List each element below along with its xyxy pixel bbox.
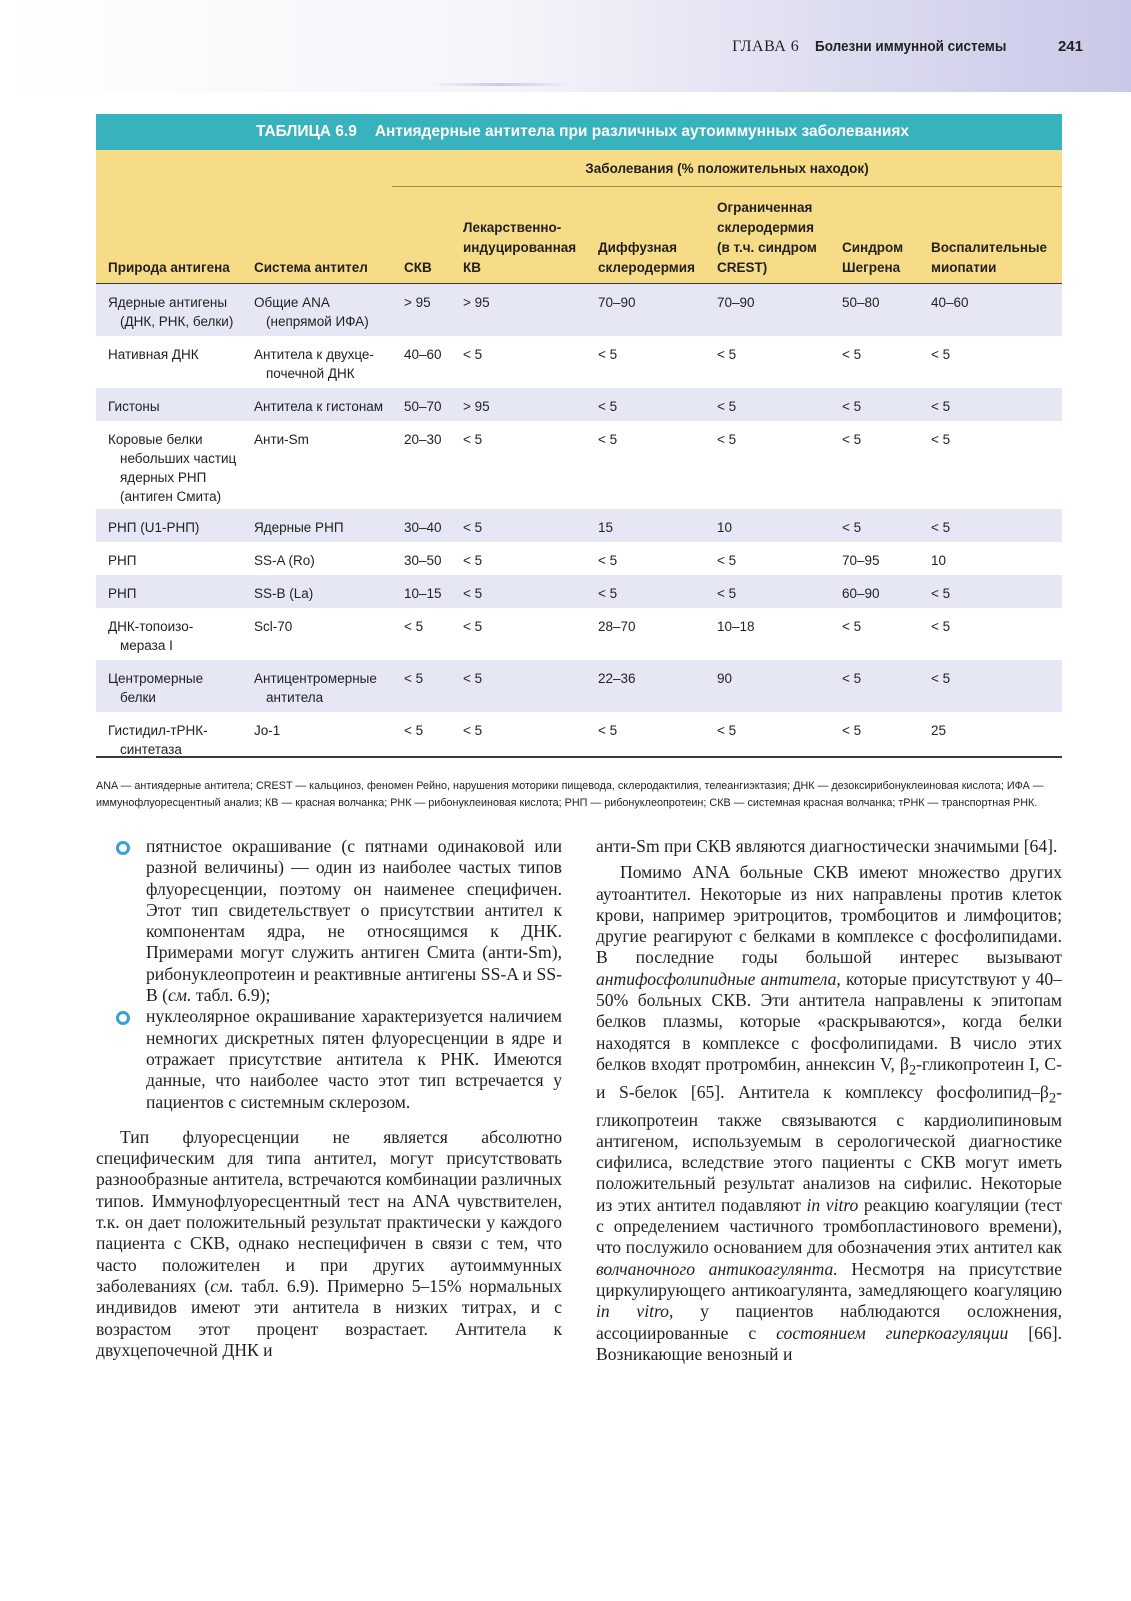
paragraph-text: у пациентов наблюдаются осложнения, ассоциированные с <box>596 1301 1062 1343</box>
column-header-line: миопатии <box>931 260 997 275</box>
table-cell-line: Jo-1 <box>254 723 281 738</box>
paragraph-text-italic: in vitro <box>806 1194 859 1215</box>
table-cell-diffuse-scleroderma: < 5 <box>598 432 618 447</box>
table-cell-diffuse-scleroderma: 22–36 <box>598 671 636 686</box>
table-row <box>96 608 1062 660</box>
table-cell-diffuse-scleroderma: < 5 <box>598 399 618 414</box>
table-cell-line: Антицентромерные <box>254 671 377 686</box>
table-cell-sle: < 5 <box>404 723 424 738</box>
table-row <box>96 660 1062 712</box>
table-cell-inflammatory-myopathies: < 5 <box>931 432 951 447</box>
text-column-right <box>596 836 1062 1365</box>
table-cell-line: Scl-70 <box>254 619 293 634</box>
paragraph-text: -гликопротеин I, C- и S-белок [65]. Антитела к комплексу фосфолипид–β <box>596 1053 1062 1102</box>
bullet-text-italic: см. <box>168 985 192 1006</box>
table-cell-line: (антиген Смита) <box>120 489 222 504</box>
table-cell-diffuse-scleroderma: < 5 <box>598 347 618 362</box>
table-cell-diffuse-scleroderma: 28–70 <box>598 619 636 634</box>
table-cell-sjogren-syndrome: 50–80 <box>842 295 880 310</box>
table-cell-inflammatory-myopathies: < 5 <box>931 347 951 362</box>
table-cell-limited-scleroderma: < 5 <box>717 399 737 414</box>
table-cell-limited-scleroderma: < 5 <box>717 553 737 568</box>
text-column-left <box>96 836 562 1361</box>
table-cell-sle: 40–60 <box>404 347 442 362</box>
paragraph-text: Тип флуоресценции не является абсолютно специфическим для типа антител, могут присутствовать разнообразные антитела, встречаются комбинации различных типов. Иммунофлуоресцентный тест на ANA чувствителен, т.к. он дает положительный результат практически у каждого пациента с СКВ, однако неспецифичен в связи с тем, что часто положителен и при других аутоиммунных заболеваниях ( <box>96 1126 562 1296</box>
paragraph-text: -гликопротеин также связываются с кардиолипиновым антигеном, используемым в серологической диагностике сифилиса, вследствие этого пациенты с СКВ могут иметь положительный результат анализов на сифилис. Некоторые из этих антител подавляют <box>596 1081 1062 1215</box>
column-header-line: Природа антигена <box>108 260 230 275</box>
paragraph <box>596 862 1062 1365</box>
column-header-line: Система антител <box>254 260 368 275</box>
table-cell-line: SS-A (Ro) <box>254 553 315 568</box>
table-cell-antigen-nature <box>108 345 199 364</box>
table-cell-line: Антитела к гистонам <box>254 399 384 414</box>
table-cell-limited-scleroderma: < 5 <box>717 432 737 447</box>
table-cell-line: небольших частиц <box>120 451 237 466</box>
bullet-circle-icon <box>116 1011 130 1025</box>
table-cell-drug-induced-lupus: < 5 <box>463 619 483 634</box>
column-header-line: Лекарственно- <box>463 220 562 235</box>
column-header-line: CREST) <box>717 260 768 275</box>
table-cell-limited-scleroderma: < 5 <box>717 347 737 362</box>
table-cell-antibody-system <box>254 397 383 416</box>
table-cell-line: РНП <box>108 586 137 601</box>
table-cell-line: Нативная ДНК <box>108 347 199 362</box>
paragraph-text-italic: волчаночного антикоагулянта. <box>596 1258 838 1279</box>
table-header <box>96 150 1062 284</box>
table-cell-sjogren-syndrome: < 5 <box>842 347 862 362</box>
table-cell-limited-scleroderma: < 5 <box>717 586 737 601</box>
column-header-line: Шегрена <box>842 260 901 275</box>
table-cell-antigen-nature <box>108 397 160 416</box>
table-cell-line: антитела <box>266 690 324 705</box>
running-head <box>732 38 1083 62</box>
paragraph-text-italic: см. <box>210 1275 234 1296</box>
table-cell-antibody-system <box>254 721 280 740</box>
column-header-line: Синдром <box>842 240 904 255</box>
table-cell-line: Антитела к двухце- <box>254 347 374 362</box>
table-cell-sjogren-syndrome: < 5 <box>842 399 862 414</box>
column-header-line: (в т.ч. синдром <box>717 240 817 255</box>
bullet-text: табл. 6.9); <box>191 985 271 1006</box>
table-row <box>96 284 1062 336</box>
table-cell-antibody-system <box>254 617 292 636</box>
table-cell-antibody-system <box>254 669 377 707</box>
table-cell-antigen-nature <box>108 721 208 759</box>
table-cell-sjogren-syndrome: < 5 <box>842 619 862 634</box>
header-decor-line <box>430 83 570 86</box>
table-cell-drug-induced-lupus: > 95 <box>463 295 490 310</box>
table-cell-limited-scleroderma: 70–90 <box>717 295 755 310</box>
table-cell-line: ДНК-топоизо- <box>108 619 194 634</box>
table-row <box>96 336 1062 388</box>
table-cell-inflammatory-myopathies: < 5 <box>931 671 951 686</box>
table-cell-limited-scleroderma: 90 <box>717 671 733 686</box>
paragraph-text: которые присутствуют у 40–50% больных СКВ. Эти антитела направлены к эпитопам белков плазмы, которые «раскрываются», когда белки находятся в комплексе с фосфолипидами. В число этих белков входят протромбин, аннексин V, β <box>596 968 1063 1074</box>
column-header-line: склеродермия <box>717 220 814 235</box>
table-cell-sjogren-syndrome: 60–90 <box>842 586 880 601</box>
table-cell-drug-induced-lupus: > 95 <box>463 399 490 414</box>
column-header-line: Ограниченная <box>717 200 813 215</box>
column-header-line: СКВ <box>404 260 432 275</box>
table-cell-sle: 50–70 <box>404 399 442 414</box>
table-cell-line: Анти-Sm <box>254 432 309 447</box>
table-cell-antibody-system <box>254 345 374 383</box>
table-cell-line: РНП (U1-РНП) <box>108 520 200 535</box>
table-cell-drug-induced-lupus: < 5 <box>463 553 483 568</box>
table-cell-line: (непрямой ИФА) <box>266 314 369 329</box>
table-cell-antigen-nature <box>108 669 203 707</box>
paragraph-text-italic: состоянием гиперкоагуляции <box>776 1322 1009 1343</box>
table-title-bar <box>96 114 1062 150</box>
table-cell-sle: 30–40 <box>404 520 442 535</box>
column-header-limited-scleroderma <box>717 198 817 278</box>
table-cell-line: Общие ANA <box>254 295 330 310</box>
column-header-inflammatory-myopathies <box>931 238 1047 278</box>
table-cell-antigen-nature <box>108 518 199 537</box>
table-cell-drug-induced-lupus: < 5 <box>463 520 483 535</box>
table-cell-line: мераза I <box>120 638 173 653</box>
table-cell-line: синтетаза <box>120 742 182 757</box>
bullet-text: нуклеолярное окрашивание характеризуется наличием немногих дискретных пятен флуоресценции в ядре и отражает присутствие антитела к РНК. Имеются данные, что наиболее часто этот тип встречается у пациентов с системным склерозом. <box>146 1006 562 1112</box>
table-cell-line: Гистидил-тРНК- <box>108 723 208 738</box>
column-header-line: индуцированная <box>463 240 577 255</box>
list-item <box>96 1006 562 1112</box>
paragraph-text-italic: in vitro, <box>596 1301 674 1322</box>
table-cell-antibody-system <box>254 430 309 449</box>
table-row <box>96 575 1062 608</box>
column-header-sle <box>404 258 432 278</box>
page-number: 241 <box>1057 38 1083 55</box>
subscript: 2 <box>908 1062 917 1079</box>
table-cell-sle: 30–50 <box>404 553 442 568</box>
table-cell-line: Центромерные <box>108 671 204 686</box>
table-cell-drug-induced-lupus: < 5 <box>463 671 483 686</box>
table-cell-line: Ядерные РНП <box>254 520 344 535</box>
table-cell-diffuse-scleroderma: < 5 <box>598 723 618 738</box>
table-cell-antibody-system <box>254 584 313 603</box>
paragraph <box>96 1127 562 1361</box>
table-cell-sle: > 95 <box>404 295 431 310</box>
table-cell-antibody-system <box>254 551 315 570</box>
table-row <box>96 542 1062 575</box>
paragraph-text-italic: антифосфолипидные антитела, <box>596 968 841 989</box>
chapter-title: Болезни иммунной системы <box>815 38 1007 55</box>
table-cell-inflammatory-myopathies: 40–60 <box>931 295 969 310</box>
table-body <box>96 284 1062 756</box>
table-row <box>96 388 1062 421</box>
antinuclear-antibodies-table <box>96 114 1062 758</box>
list-item <box>96 836 562 1006</box>
group-header: Заболевания (% положительных находок) <box>392 150 1062 187</box>
paragraph-text: табл. 6.9). Примерно 5–15% нормальных индивидов имеют эти антитела в низких титрах, и с возрастом этот процент возрастает. Антитела к двухцепочечной ДНК и <box>96 1275 562 1360</box>
column-header-drug-induced-lupus <box>463 218 576 278</box>
table-cell-sjogren-syndrome: < 5 <box>842 723 862 738</box>
bullet-text: пятнистое окрашивание (с пятнами одинаковой или разной величины) — один из наиболее частых типов флуоресценции, поэтому он наименее специфичен. Этот тип свидетельствует о присутствии антител к компонентам ядра, не относящимся к ДНК. Примерами могут служить антиген Смита (анти-Sm), рибонуклеопротеин и реактивные антигены SS-A и SS-B ( <box>146 836 562 1006</box>
table-cell-drug-induced-lupus: < 5 <box>463 347 483 362</box>
table-cell-line: Гистоны <box>108 399 160 414</box>
paragraph-text: Помимо ANA больные СКВ имеют множество других аутоантител. Некоторые из них направлены против клеток крови, например эритроцитов, тромбоцитов и лимфоцитов; другие реагируют с белками в комплексе с фосфолипидами. В последние годы большой интерес вызывают <box>596 862 1062 968</box>
table-cell-sjogren-syndrome: < 5 <box>842 671 862 686</box>
table-cell-diffuse-scleroderma: 70–90 <box>598 295 636 310</box>
paragraph-text: Несмотря на присутствие циркулирующего антикоагулянта, замедляющего коагуляцию <box>596 1258 1062 1300</box>
paragraph: анти-Sm при СКВ являются диагностически значимыми [64]. <box>596 836 1058 856</box>
column-header-line: КВ <box>463 260 481 275</box>
table-cell-drug-induced-lupus: < 5 <box>463 723 483 738</box>
table-cell-sjogren-syndrome: < 5 <box>842 432 862 447</box>
bullet-circle-icon <box>116 841 130 855</box>
table-cell-limited-scleroderma: 10–18 <box>717 619 755 634</box>
column-header-line: склеродермия <box>598 260 695 275</box>
table-cell-inflammatory-myopathies: 25 <box>931 723 947 738</box>
table-cell-sle: < 5 <box>404 619 424 634</box>
table-title: Антиядерные антитела при различных аутоиммунных заболеваниях <box>374 123 910 140</box>
column-header-sjogren-syndrome <box>842 238 903 278</box>
table-cell-inflammatory-myopathies: < 5 <box>931 619 951 634</box>
paragraph-text: реакцию коагуляции (тест с определением частичного тромбопластинового времени), что послужило основанием для обозначения этих антител как <box>596 1194 1062 1258</box>
table-cell-sjogren-syndrome: 70–95 <box>842 553 880 568</box>
table-cell-sle: 20–30 <box>404 432 442 447</box>
subscript: 2 <box>1048 1090 1057 1107</box>
table-cell-limited-scleroderma: < 5 <box>717 723 737 738</box>
table-cell-diffuse-scleroderma: 15 <box>598 520 614 535</box>
table-cell-antigen-nature <box>108 430 236 506</box>
table-cell-inflammatory-myopathies: < 5 <box>931 586 951 601</box>
column-header-antigen-nature <box>108 258 230 278</box>
table-cell-line: белки <box>120 690 156 705</box>
table-cell-line: Ядерные антигены <box>108 295 228 310</box>
table-number: ТАБЛИЦА 6.9 <box>256 123 357 140</box>
table-cell-drug-induced-lupus: < 5 <box>463 432 483 447</box>
column-header-line: Воспалительные <box>931 240 1048 255</box>
table-cell-line: ядерных РНП <box>120 470 207 485</box>
table-cell-antigen-nature <box>108 617 193 655</box>
table-cell-line: РНП <box>108 553 137 568</box>
table-cell-inflammatory-myopathies: < 5 <box>931 520 951 535</box>
table-cell-antigen-nature <box>108 584 136 603</box>
table-cell-inflammatory-myopathies: < 5 <box>931 399 951 414</box>
table-cell-line: почечной ДНК <box>266 366 355 381</box>
table-cell-drug-induced-lupus: < 5 <box>463 586 483 601</box>
table-row <box>96 509 1062 542</box>
table-cell-diffuse-scleroderma: < 5 <box>598 586 618 601</box>
table-row <box>96 712 1062 756</box>
chapter-label: ГЛАВА 6 <box>732 38 800 55</box>
table-cell-sle: < 5 <box>404 671 424 686</box>
table-cell-line: (ДНК, РНК, белки) <box>120 314 234 329</box>
column-header-line: Диффузная <box>598 240 677 255</box>
table-cell-limited-scleroderma: 10 <box>717 520 733 535</box>
paragraph-text: [66]. Возникающие венозный и <box>596 1322 1063 1364</box>
table-cell-diffuse-scleroderma: < 5 <box>598 553 618 568</box>
column-header-antibody-system <box>254 258 368 278</box>
table-footnote: ANA — антиядерные антитела; CREST — кальциноз, феномен Рейно, нарушения моторики пищевода, склеродактилия, телеангиэктазия; ДНК — дезоксирибонуклеиновая кислота; ИФА — иммунофлуоресцентный анализ; КВ — красная волчанка; РНК — рибонуклеиновая кислота; РНП — рибонуклеопротеин; СКВ — системная красная волчанка; тРНК — транспортная РНК. <box>96 780 1044 809</box>
table-row <box>96 421 1062 509</box>
table-cell-line: Коровые белки <box>108 432 203 447</box>
table-cell-inflammatory-myopathies: 10 <box>931 553 947 568</box>
table-cell-antigen-nature <box>108 551 136 570</box>
table-cell-antibody-system <box>254 293 369 331</box>
table-cell-line: SS-B (La) <box>254 586 314 601</box>
table-cell-sle: 10–15 <box>404 586 442 601</box>
table-cell-antibody-system <box>254 518 344 537</box>
table-cell-sjogren-syndrome: < 5 <box>842 520 862 535</box>
table-cell-antigen-nature <box>108 293 233 331</box>
column-header-diffuse-scleroderma <box>598 238 695 278</box>
table-bottom-rule <box>96 756 1062 758</box>
